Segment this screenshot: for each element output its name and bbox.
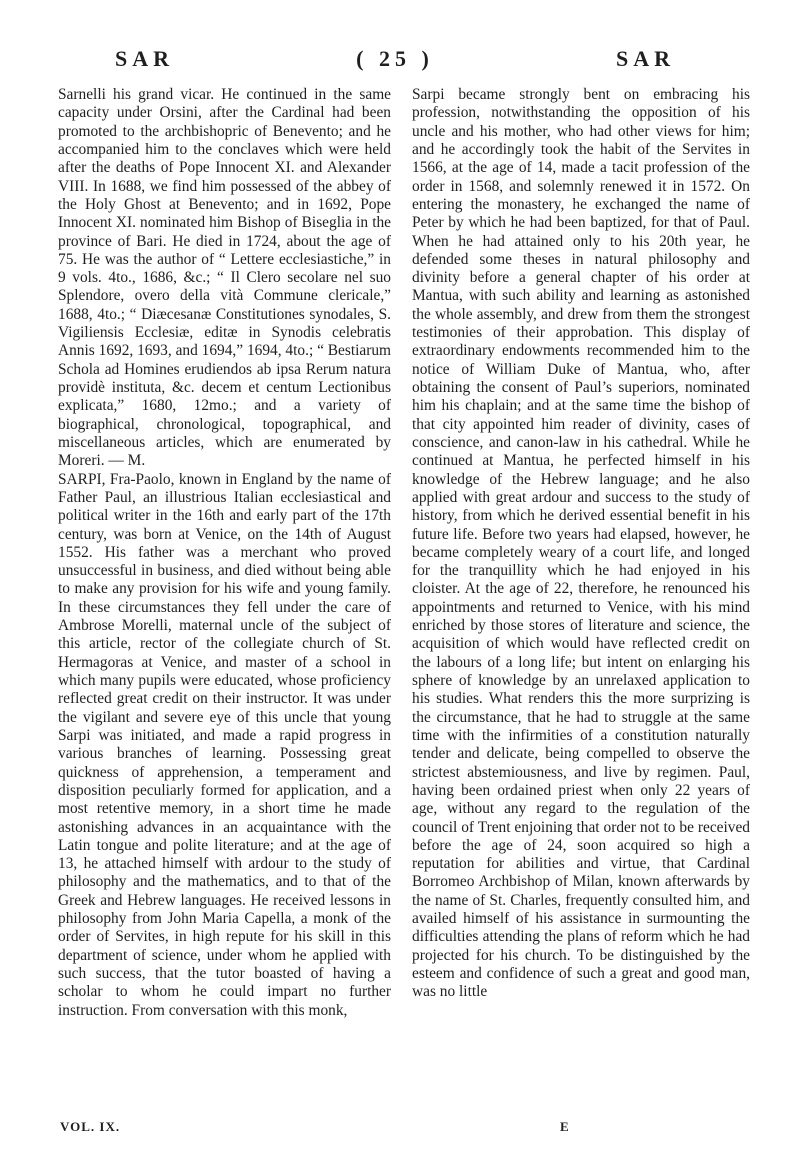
volume-label: VOL. IX.: [60, 1119, 121, 1134]
paragraph-sarpi: SARPI, Fra-Paolo, known in England by the name of Father Paul, an illustrious Italian ecclesiastical and political writer in the 16th and early part of the 17th century, was born at Venice, on the 14th of August 1552. His father was a merchant who proved unsuccessful in business, and died without being able to make any provision for his wife and young family. In these circumstances they fell under the care of Ambrose Morelli, maternal uncle of the subject of this article, rector of the collegiate church of St. Hermagoras at Venice, and master of a school in which many pupils were educated, whose proficiency reflected great credit on their instructor. It was under the vigilant and severe eye of this uncle that young Sarpi was initiated, and made a rapid progress in various branches of learning. Possessing great quickness of apprehension, a temperament and disposition peculiarly formed for application, and a most retentive memory, in a short time he made astonishing advances in an acquaintance with the Latin tongue and polite literature; and at the age of 13, he attached himself with ardour to the study of philosophy and the mathematics, and to that of the Greek and Hebrew languages. He received lessons in philosophy from John Maria Capella, a monk of the order of Servites, in high repute for his skill in this department of science, under whom he applied with such success, that the tutor boasted of having a scholar to whom he could impart no further instruction. From conversation with this monk,: [58, 470, 391, 1019]
right-column: [412, 86, 750, 1002]
signature-mark: E: [560, 1119, 570, 1134]
paragraph-sarpi-continued: Sarpi became strongly bent on embracing his profession, notwithstanding the opposition of his uncle and his mother, who had other views for him; and he accordingly took the habit of the Servites in 1566, at the age of 14, made a tacit profession of the order in 1568, and solemnly renewed it in 1572. On entering the monastery, he exchanged the name of Peter by which he had been baptized, for that of Paul. When he had attained only to his 20th year, he defended some theses in natural philosophy and divinity before a general chapter of his order at Mantua, with such ability and learning as astonished the whole assembly, and drew from them the strongest testimonies of their approbation. This display of extraordinary endowments recommended him to the notice of William Duke of Mantua, who, after obtaining the consent of Paul’s superiors, nominated him his chaplain; and at the same time the bishop of that city appointed him reader of divinity, cases of conscience, and canon-law in his cathedral. While he continued at Mantua, he perfected himself in his knowledge of the Hebrew language; and he also applied with great ardour and success to the study of history, from which he derived essential benefit in his future life. Before two years had elapsed, however, he became completely weary of a court life, and longed for the tranquillity which he had enjoyed in his cloister. At the age of 22, therefore, he renounced his appointments and returned to Venice, with his mind enriched by those stores of literature and science, the acquisition of which would have reflected credit on the labours of a long life; but intent on enlarging his sphere of knowledge by an unrelaxed application to his studies. What renders this the more surprizing is the circumstance, that he had to struggle at the same time with the infirmities of a constitution naturally tender and delicate, being compelled to observe the strictest abstemiousness, and live by regimen. Paul, having been ordained priest when only 22 years of age, without any regard to the regulation of the council of Trent enjoining that order not to be received before the age of 24, soon acquired so high a reputation for abilities and virtue, that Cardinal Borromeo Archbishop of Milan, known afterwards by the name of St. Charles, frequently consulted him, and availed himself of his assistance in surmounting the difficulties attending the plans of reform which he had projected for his church. To be distinguished by the esteem and confidence of such a great and good man, was no little: [412, 86, 750, 1001]
header-right: SAR: [615, 46, 675, 71]
page-number: ( 25 ): [356, 46, 434, 71]
running-head: [115, 46, 675, 72]
paragraph-sarnelli: Sarnelli his grand vicar. He continued in the same capacity under Orsini, after the Cardinal had been promoted to the archbishopric of Benevento; and he accompanied him to the conclaves which were held after the deaths of Pope Innocent XI. and Alexander VIII. In 1688, we find him possessed of the abbey of the Holy Ghost at Benevento; and in 1692, Pope Innocent XI. nominated him Bishop of Biseglia in the province of Bari. He died in 1724, about the age of 75. He was the author of “ Lettere ecclesiastiche,” in 9 vols. 4to., 1686, &c.; “ Il Clero secolare nel suo Splendore, overo della vità Commune clericale,” 1688, 4to.; “ Diæcesanæ Constitutiones synodales, S. Vigiliensis Ecclesiæ, editæ in Synodis celebratis Annis 1692, 1693, and 1694,” 1694, 4to.; “ Bestiarum Schola ad Homines erudiendos ab ipsa Rerum natura providè instituta, &c. decem et centum Lectionibus explicata,” 1680, 12mo.; and a variety of biographical, chronological, topographical, and miscellaneous articles, which are enumerated by Moreri. — M.: [58, 86, 392, 470]
left-column: [58, 86, 391, 1020]
header-left: SAR: [115, 46, 175, 71]
